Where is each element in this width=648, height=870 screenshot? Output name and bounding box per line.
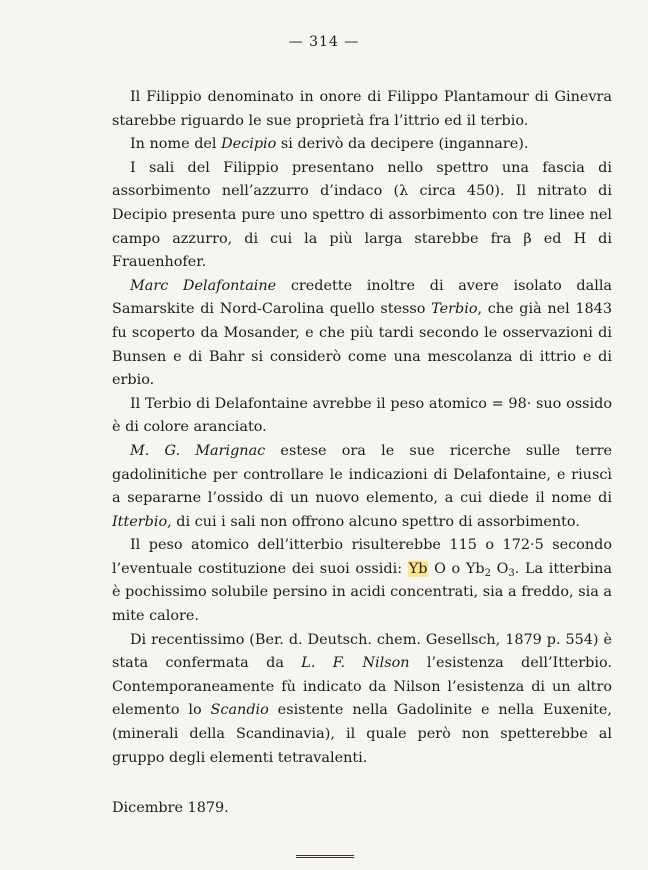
- paragraph-spectrum: I sali del Filippio presentano nello spettro una fascia di assorbimento nell’azzurro d’indaco (λ circa 450). Il nitrato di Decipio presenta pure uno spettro di assorbimento con tre linee nel campo azzurro, di cui la più larga starebbe fra β ed H di Frauenhofer.: [112, 159, 612, 271]
- page-number: — 314 —: [288, 34, 360, 50]
- paragraph-decipio-name: [112, 133, 612, 157]
- date-line: Dicembre 1879.: [112, 800, 229, 817]
- p6-text-b: estese ora le sue ricerche sulle terre gadolinitiche per controllare le indicazioni di Delafontaine, e riuscì a separarne l’ossido di un nuovo elemento, a cui diede il nome di: [112, 442, 612, 507]
- p4-text-d: , che già nel 1843 fu scoperto da Mosander, e che più tardi secondo le osservazioni di Bunsen e di Bahr si considerò come una mescolanza di ittrio e di erbio.: [112, 301, 613, 389]
- paragraph-delafontaine: [112, 275, 612, 393]
- p6-text-d: , di cui i sali non offrono alcuno spettro di assorbimento.: [167, 513, 580, 530]
- term-scandio: Scandio: [210, 702, 269, 719]
- p7-text-b: O o Yb: [428, 560, 485, 577]
- term-itterbio: Itterbio: [112, 513, 168, 530]
- p2-text-a: In nome del: [130, 136, 222, 153]
- p8-text-e: esistente nella Gadolinite e nella Euxenite, (minerali della Scandinavia), il quale però non spetterebbe al gruppo degli elementi tetravalenti.: [112, 702, 612, 766]
- paragraph-itterbio-weight: [112, 534, 612, 628]
- subscript-2: 2: [484, 567, 491, 579]
- term-decipio: Decipio: [221, 136, 277, 153]
- highlighted-yb[interactable]: Yb: [408, 560, 428, 577]
- author-nilson: L. F. Nilson: [301, 655, 410, 672]
- paragraph-nilson: [112, 629, 612, 771]
- p2-text-c: si derivò da decipere (ingannare).: [276, 136, 529, 153]
- subscript-3: 3: [508, 567, 515, 579]
- body-text: [112, 86, 612, 821]
- author-delafontaine: Marc Delafontaine: [130, 277, 277, 294]
- end-rule: [296, 855, 354, 858]
- p7-text-c: O: [490, 560, 509, 577]
- author-marignac: M. G. Marignac: [130, 442, 266, 459]
- p8-text-a: Di recentissimo (Ber. d. Deutsch. chem. Gesellsch, 1879 p. 554) è stata confermata da: [112, 631, 612, 672]
- p7-text-d: . La itterbina è pochissimo solubile persino in acidi concentrati, sia a freddo, sia a mite calore.: [112, 560, 612, 625]
- p7-text-a: Il peso atomico dell’itterbio risulterebbe 115 o 172·5 secondo l’eventuale costituzione dei suoi ossidi:: [112, 537, 612, 577]
- paragraph-terbio-weight: Il Terbio di Delafontaine avrebbe il peso atomico = 98· suo ossido è di colore aranciato.: [112, 395, 612, 436]
- paragraph-filippio: Il Filippio denominato in onore di Filippo Plantamour di Ginevra starebbe riguardo le sue proprietà fra l’ittrio ed il terbio.: [112, 89, 612, 129]
- p8-text-c: l’esistenza dell’Itterbio. Contemporaneamente fù indicato da Nilson l’esistenza di un altro elemento lo: [112, 655, 612, 719]
- paragraph-marignac: [112, 440, 612, 534]
- p4-text-b: credette inoltre di avere isolato dalla Samarskite di Nord-Carolina quello stesso: [112, 277, 613, 318]
- term-terbio: Terbio: [431, 301, 478, 318]
